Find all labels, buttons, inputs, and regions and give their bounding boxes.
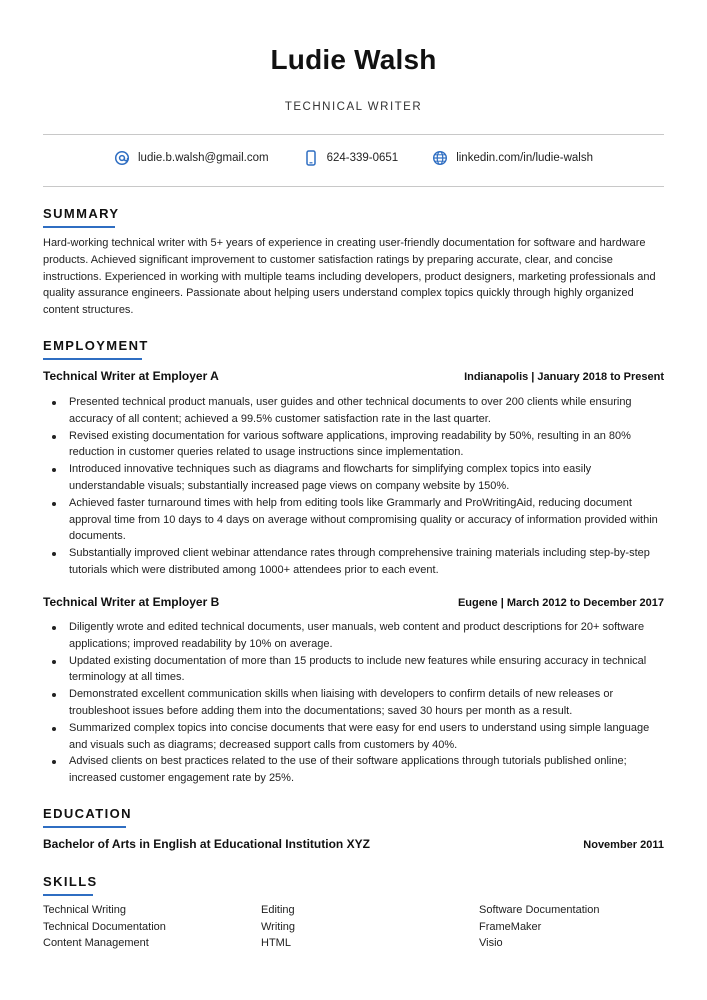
- skill-item: HTML: [261, 937, 291, 950]
- skills-underline: [43, 894, 93, 896]
- list-item: Presented technical product manuals, user guides and other technical documents to over 200 clients while ensuring accuracy of all content; achieved a 99.5% customer satisfaction rate in the last quarter.: [69, 394, 664, 428]
- list-item: Updated existing documentation of more than 15 products to include new features while ensuring accuracy in technical terminology at all times.: [69, 653, 664, 687]
- skill-item: Visio: [479, 937, 503, 950]
- list-item: Advised clients on best practices related to the use of their software applications through tutorials published online; increased customer engagement rate by 25%.: [69, 753, 664, 787]
- education-date: November 2011: [583, 839, 664, 851]
- employment-underline: [43, 358, 142, 360]
- skill-item: Software Documentation: [479, 904, 600, 916]
- summary-heading: SUMMARY: [43, 206, 120, 221]
- list-item: Achieved faster turnaround times with help from editing tools like Grammarly and ProWritingAid, reducing document approval time from 10 days to 4 days on average without compromising quality or accuracy of information provided within documents.: [69, 495, 664, 545]
- list-item: Introduced innovative techniques such as diagrams and flowcharts for simplifying complex topics into easily understandable visuals; substantially increased page views on company website by 150%.: [69, 461, 664, 495]
- skill-item: Technical Documentation: [43, 920, 166, 933]
- skills-heading: SKILLS: [43, 874, 98, 889]
- education-heading: EDUCATION: [43, 806, 132, 821]
- job-header: [43, 369, 664, 383]
- header-divider-bottom: [43, 186, 664, 187]
- education-underline: [43, 826, 126, 828]
- phone-text: 624-339-0651: [326, 152, 399, 164]
- list-item: Revised existing documentation for various software applications, improving readability by 50%, resulting in an 80% reduction in customer queries related to usage instructions since implementation.: [69, 428, 664, 462]
- list-item: Demonstrated excellent communication skills when liaising with developers to confirm details of new releases or troubleshoot issues before adding them into the documentations; saved 30 hours per month as a result.: [69, 686, 664, 720]
- skill-item: Editing: [261, 904, 295, 916]
- contact-bar: [43, 150, 664, 166]
- job-role: Technical Writer at Employer B: [43, 595, 220, 609]
- candidate-name: Ludie Walsh: [270, 44, 437, 75]
- summary-underline: [43, 226, 115, 228]
- contact-linkedin[interactable]: [432, 150, 593, 166]
- contact-email[interactable]: [114, 150, 269, 166]
- employment-heading: EMPLOYMENT: [43, 338, 149, 353]
- header-divider-top: [43, 134, 664, 135]
- linkedin-text: linkedin.com/in/ludie-walsh: [456, 152, 593, 164]
- contact-phone[interactable]: [303, 150, 399, 166]
- job-bullets: [43, 394, 664, 579]
- skill-item: Writing: [261, 920, 296, 933]
- phone-icon: [303, 150, 319, 166]
- skill-item: Technical Writing: [43, 904, 126, 916]
- list-item: Diligently wrote and edited technical documents, user manuals, web content and product descriptions for 20+ software applications; improved readability by 10% on average.: [69, 619, 664, 653]
- job-header: [43, 595, 664, 609]
- job-bullets: [43, 619, 664, 787]
- education-entry: [43, 837, 664, 851]
- summary-text: Hard-working technical writer with 5+ years of experience in creating user-friendly documentation for software and hardware products. Achieved significant improvement to customer satisfaction ratings by preparing accurate, clear, and concise instructions. Experienced in working with multiple teams including developers, product designers, marketing professionals and quality assurance engineers. Passionate about helping users understand complex topics quickly through highly organized content structures.: [43, 237, 656, 317]
- degree: Bachelor of Arts in English at Educational Institution XYZ: [43, 837, 370, 851]
- skill-item: Content Management: [43, 937, 149, 950]
- job-location-dates: Eugene | March 2012 to December 2017: [457, 597, 664, 609]
- job-role: Technical Writer at Employer A: [43, 369, 219, 383]
- skill-item: FrameMaker: [479, 920, 542, 933]
- list-item: Summarized complex topics into concise documents that were easy for end users to understand using simple language and visuals such as diagrams; decreased support calls from customers by 40%.: [69, 720, 664, 754]
- skills-grid: [43, 902, 664, 952]
- candidate-title: TECHNICAL WRITER: [284, 101, 423, 113]
- email-text: ludie.b.walsh@gmail.com: [138, 152, 269, 164]
- at-sign-icon: [114, 150, 130, 166]
- job-location-dates: Indianapolis | January 2018 to Present: [464, 371, 664, 383]
- list-item: Substantially improved client webinar attendance rates through comprehensive training materials including step-by-step tutorials which were distributed among 1000+ attendees prior to each event.: [69, 545, 664, 579]
- globe-icon: [432, 150, 448, 166]
